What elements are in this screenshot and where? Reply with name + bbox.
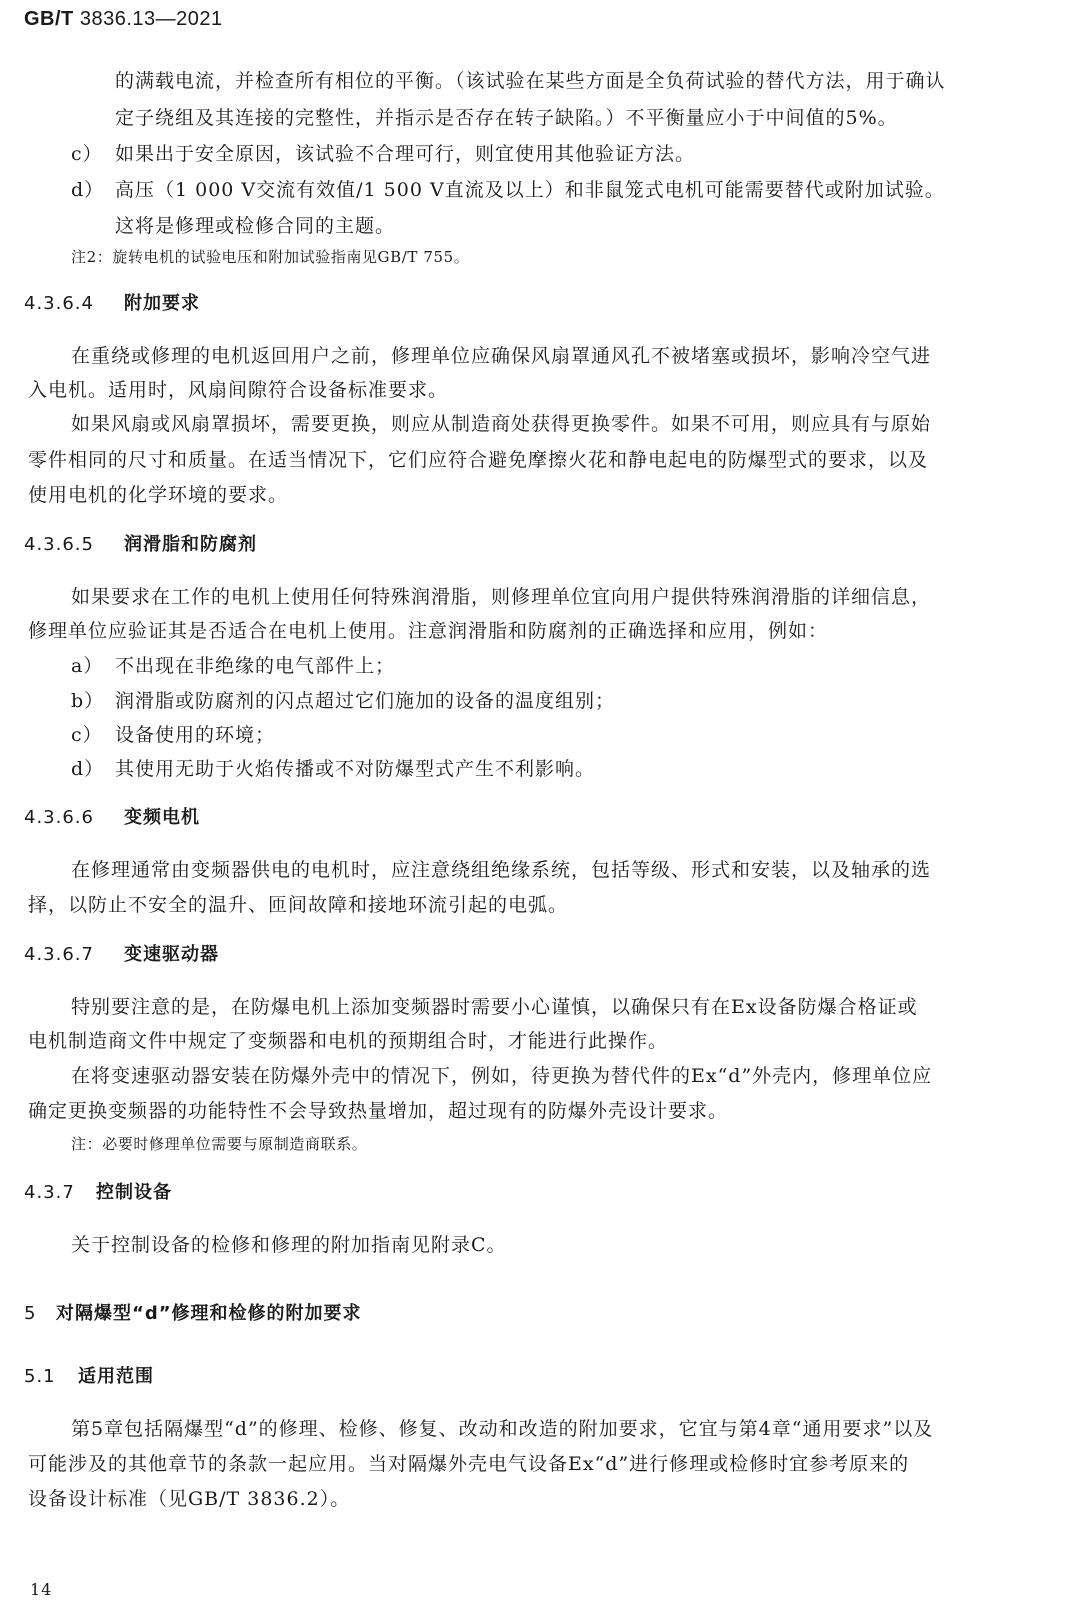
section-heading-4365	[24, 533, 257, 557]
list-item	[71, 722, 275, 748]
list-text: 高压（1 000 V交流有效值/1 500 V直流及以上）和非鼠笼式电机可能需要替代或附加试验。	[115, 179, 945, 201]
section-title: 控制设备	[96, 1182, 172, 1203]
text-line: 择，以防止不安全的温升、匝间故障和接地环流引起的电弧。	[28, 894, 569, 916]
running-header	[24, 8, 223, 31]
chapter-title: 对隔爆型“d”修理和检修的附加要求	[56, 1303, 362, 1324]
list-marker: b）	[71, 690, 105, 712]
list-marker: c）	[71, 143, 103, 165]
text-line: 如果风扇或风扇罩损坏，需要更换，则应从制造商处获得更换零件。如果不可用，则应具有与原始	[71, 413, 932, 435]
section-number: 4.3.6.5	[24, 534, 94, 555]
list-text: 不出现在非绝缘的电气部件上；	[115, 655, 396, 677]
text-line: 这将是修理或检修合同的主题。	[115, 215, 396, 237]
section-title: 适用范围	[78, 1366, 154, 1387]
section-heading-4367	[24, 943, 219, 967]
list-item	[71, 688, 615, 714]
list-item	[71, 756, 595, 782]
list-text: 如果出于安全原因，该试验不合理可行，则宜使用其他验证方法。	[115, 143, 696, 165]
list-marker: d）	[71, 758, 105, 780]
note: 注2：旋转电机的试验电压和附加试验指南见GB/T 755。	[71, 248, 470, 266]
list-item	[71, 653, 395, 679]
list-text: 设备使用的环境；	[115, 724, 276, 746]
section-number: 4.3.6.6	[24, 807, 94, 828]
section-number: 5.1	[24, 1366, 56, 1387]
text-line: 修理单位应验证其是否适合在电机上使用。注意润滑脂和防腐剂的正确选择和应用，例如：	[28, 620, 829, 642]
text-line: 可能涉及的其他章节的条款一起应用。当对隔爆外壳电气设备Ex“d”进行修理或检修时宜参考原来的	[28, 1453, 910, 1475]
text-line: 电机制造商文件中规定了变频器和电机的预期组合时，才能进行此操作。	[28, 1030, 669, 1052]
text-line: 确定更换变频器的功能特性不会导致热量增加，超过现有的防爆外壳设计要求。	[28, 1100, 729, 1122]
text-line: 设备设计标准（见GB/T 3836.2）。	[28, 1488, 351, 1510]
section-title: 变频电机	[124, 807, 200, 828]
section-heading-437	[24, 1181, 172, 1205]
text-line: 在将变速驱动器安装在防爆外壳中的情况下，例如，待更换为替代件的Ex“d”外壳内，修理单位应	[71, 1065, 933, 1087]
standard-prefix: GB/T	[24, 8, 74, 30]
list-marker: a）	[71, 655, 104, 677]
list-marker: d）	[71, 179, 105, 201]
text-line: 使用电机的化学环境的要求。	[28, 484, 289, 506]
page-number: 14	[30, 1580, 53, 1599]
text-line: 定子绕组及其连接的完整性，并指示是否存在转子缺陷。）不平衡量应小于中间值的5%。	[115, 107, 898, 129]
list-text: 润滑脂或防腐剂的闪点超过它们施加的设备的温度组别；	[115, 690, 616, 712]
section-heading-4364	[24, 292, 200, 316]
section-number: 4.3.6.4	[24, 293, 94, 314]
section-title: 润滑脂和防腐剂	[124, 534, 257, 555]
section-number: 4.3.6.7	[24, 944, 94, 965]
list-text: 其使用无助于火焰传播或不对防爆型式产生不利影响。	[115, 758, 596, 780]
list-marker: c）	[71, 724, 103, 746]
text-line: 第5章包括隔爆型“d”的修理、检修、修复、改动和改造的附加要求，它宜与第4章“通用要求”以及	[71, 1418, 934, 1440]
text-line: 在重绕或修理的电机返回用户之前，修理单位应确保风扇罩通风孔不被堵塞或损坏，影响冷空气进	[71, 345, 932, 367]
chapter-heading-5	[24, 1302, 362, 1326]
list-item-c	[71, 141, 695, 167]
section-heading-4366	[24, 806, 200, 830]
text-line: 零件相同的尺寸和质量。在适当情况下，它们应符合避免摩擦火花和静电起电的防爆型式的要求，以及	[28, 449, 929, 471]
note: 注：必要时修理单位需要与原制造商联系。	[71, 1135, 368, 1153]
text-line: 关于控制设备的检修和修理的附加指南见附录C。	[71, 1234, 507, 1256]
list-item-d	[71, 177, 945, 203]
section-heading-51	[24, 1365, 154, 1389]
text-line: 特别要注意的是，在防爆电机上添加变频器时需要小心谨慎，以确保只有在Ex设备防爆合格证或	[71, 996, 918, 1018]
text-line: 的满载电流，并检查所有相位的平衡。（该试验在某些方面是全负荷试验的替代方法，用于确认	[115, 70, 946, 92]
chapter-number: 5	[24, 1303, 37, 1324]
text-line: 入电机。适用时，风扇间隙符合设备标准要求。	[28, 379, 449, 401]
section-number: 4.3.7	[24, 1182, 75, 1203]
section-title: 附加要求	[124, 293, 200, 314]
text-line: 如果要求在工作的电机上使用任何特殊润滑脂，则修理单位宜向用户提供特殊润滑脂的详细信息，	[71, 586, 932, 608]
section-title: 变速驱动器	[124, 944, 219, 965]
standard-code: 3836.13—2021	[79, 8, 223, 30]
text-line: 在修理通常由变频器供电的电机时，应注意绕组绝缘系统，包括等级、形式和安装，以及轴承的选	[71, 859, 932, 881]
